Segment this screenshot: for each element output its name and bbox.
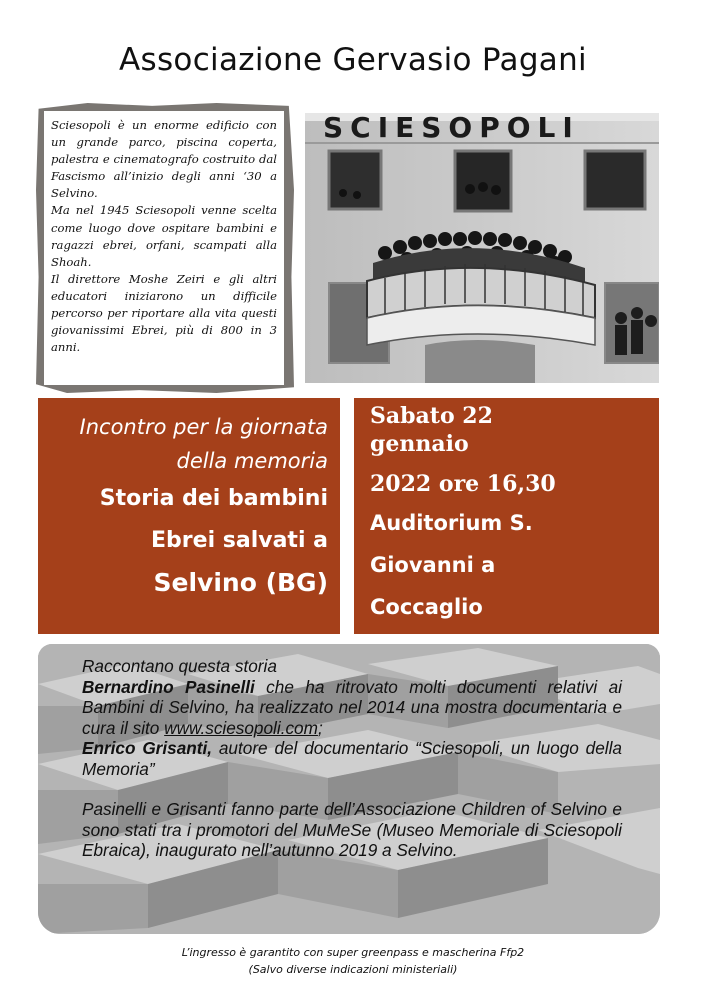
speaker-1-name: Bernardino Pasinelli: [82, 676, 255, 697]
speaker-1-paragraph: [82, 677, 622, 739]
speaker-2-paragraph: [82, 738, 622, 779]
event-location-line-3: Coccaglio: [370, 595, 483, 619]
intro-paragraph: Ma nel 1945 Sciesopoli venne scelta come luogo dove ospitare bambini e ragazzi ebrei, orfani, scampati alla Shoah.: [51, 203, 277, 269]
event-subtitle: [80, 410, 328, 478]
photo-illustration: [305, 113, 659, 383]
event-location: [370, 502, 533, 628]
event-title-line-3: Selvino (BG): [153, 568, 328, 597]
event-box: [38, 398, 340, 634]
website-link[interactable]: www.sciesopoli.com: [164, 717, 318, 738]
event-date: [370, 402, 556, 498]
event-location-line-2: Giovanni a: [370, 553, 496, 577]
speakers-text: [82, 656, 622, 861]
event-subtitle-line-1: Incontro per la giornata: [79, 415, 328, 439]
event-location-line-1: Auditorium S.: [370, 511, 533, 535]
intro-paragraph: Sciesopoli è un enorme edificio con un grande parco, piscina coperta, palestra e cinematografo costruito dal Fascismo all’inizio degli anni ‘30 a Selvino.: [51, 118, 277, 201]
association-paragraph: Pasinelli e Grisanti fanno parte dell’Associazione Children of Selvino e sono stati tra i promotori del MuMeSe (Museo Memoriale di Sciesopoli Ebraica), inaugurato nell’autunno 2019 a Selvino.: [82, 799, 622, 860]
footer-line-1: L’ingresso è garantito con super greenpass e mascherina Ffp2: [181, 946, 525, 959]
speaker-1-end: ;: [317, 717, 323, 738]
speaker-1-description: che ha ritrovato molti documenti relativi ai Bambini di Selvino, ha realizzato nel 2014 una mostra documentaria e cura il sito: [82, 676, 622, 738]
schedule-box: [354, 398, 659, 634]
speaker-2-description: autore del documentario “Sciesopoli, un luogo della Memoria”: [82, 738, 622, 779]
page-title: Associazione Gervasio Pagani: [119, 42, 587, 78]
event-subtitle-line-2: della memoria: [176, 449, 328, 473]
sciesopoli-photo: [305, 113, 659, 383]
event-title-line-1: Storia dei bambini: [99, 486, 328, 511]
event-title-line-2: Ebrei salvati a: [151, 528, 328, 553]
event-date-line-3: 2022 ore 16,30: [370, 471, 556, 497]
speakers-intro: Raccontano questa storia: [82, 656, 277, 676]
intro-paragraph: Il direttore Moshe Zeiri e gli altri educatori iniziarono un difficile percorso per riportare alla vita questi giovanissimi Ebrei, più di 800 in 3 anni.: [51, 271, 277, 355]
event-date-line-1: Sabato 22: [370, 403, 493, 429]
intro-text: [51, 117, 277, 356]
footer-line-2: (Salvo diverse indicazioni ministeriali): [248, 963, 458, 976]
photo-sign: SCIESOPOLI: [323, 113, 580, 144]
event-date-line-2: gennaio: [370, 431, 469, 457]
footer-note: [0, 944, 706, 978]
event-title: [100, 478, 328, 604]
speaker-2-name: Enrico Grisanti,: [82, 738, 213, 758]
